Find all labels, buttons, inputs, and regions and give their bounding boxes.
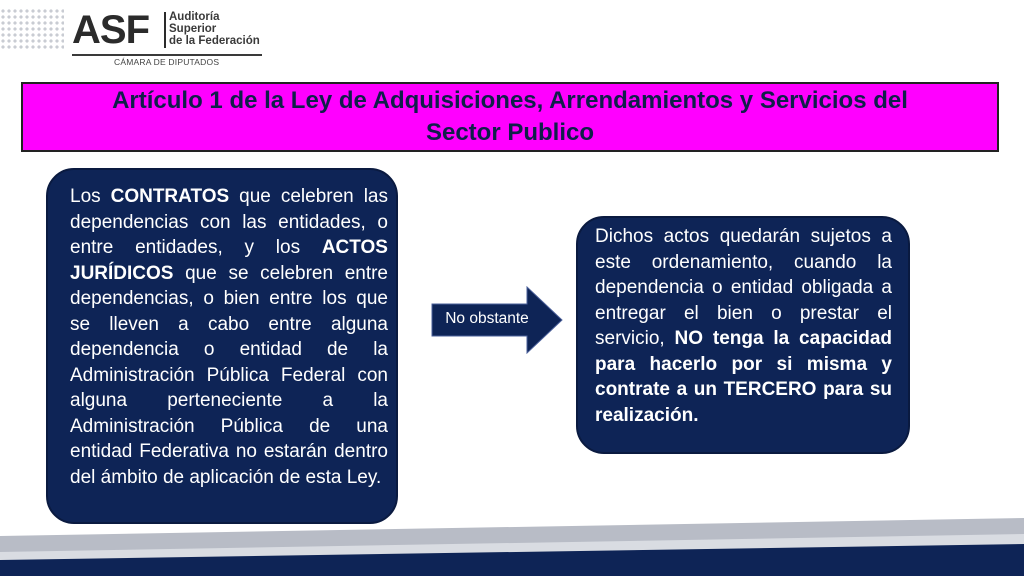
left-bold-actos-juridicos: ACTOS JURÍDICOS	[70, 237, 388, 284]
logo-acronym: ASF	[72, 8, 149, 52]
logo-underline	[72, 54, 262, 56]
left-bold-contratos: CONTRATOS	[110, 186, 230, 207]
logo-institution-name	[169, 11, 269, 47]
asf-logo	[72, 8, 266, 70]
arrow-label: No obstante	[445, 310, 529, 327]
right-bold-text: NO tenga la capacidad para hacerlo por si misma y contrate a un TERCERO para su realización.	[595, 328, 892, 426]
conditions-text-box	[576, 216, 910, 454]
logo-name-line-3: de la Federación	[169, 35, 260, 47]
left-text-1: Los	[70, 186, 111, 207]
title-banner	[21, 82, 999, 152]
right-text-1: Dichos actos quedarán sujetos a este ordenamiento, cuando la dependencia o entidad obligada a entregar el bien o prestar el servicio,	[595, 226, 892, 349]
logo-name-line-1: Auditoría	[169, 11, 220, 23]
title-line-2: Sector Publico	[425, 119, 595, 146]
footer-stripes	[0, 500, 1024, 576]
decorative-dot-grid	[0, 8, 64, 50]
left-text-3: que se celebren entre dependencias, o bien entre los que se lleven a cabo entre alguna dependencia o entidad de la Administración Pública Federal con alguna perteneciente a la Administración Pública de una entidad Federativa no estarán dentro del ámbito de aplicación de esta Ley.	[70, 262, 388, 488]
left-text-2: que celebren las dependencias con las entidades, o entre entidades, y los	[70, 186, 388, 258]
title-line-1: Artículo 1 de la Ley de Adquisiciones, Arrendamientos y Servicios del	[112, 87, 908, 114]
logo-name-line-2: Superior	[169, 23, 217, 35]
logo-divider	[164, 12, 166, 48]
slide-title	[92, 85, 928, 149]
logo-chamber-label: CÁMARA DE DIPUTADOS	[114, 57, 220, 67]
contracts-text-box	[46, 168, 398, 524]
no-obstante-arrow	[431, 286, 563, 354]
